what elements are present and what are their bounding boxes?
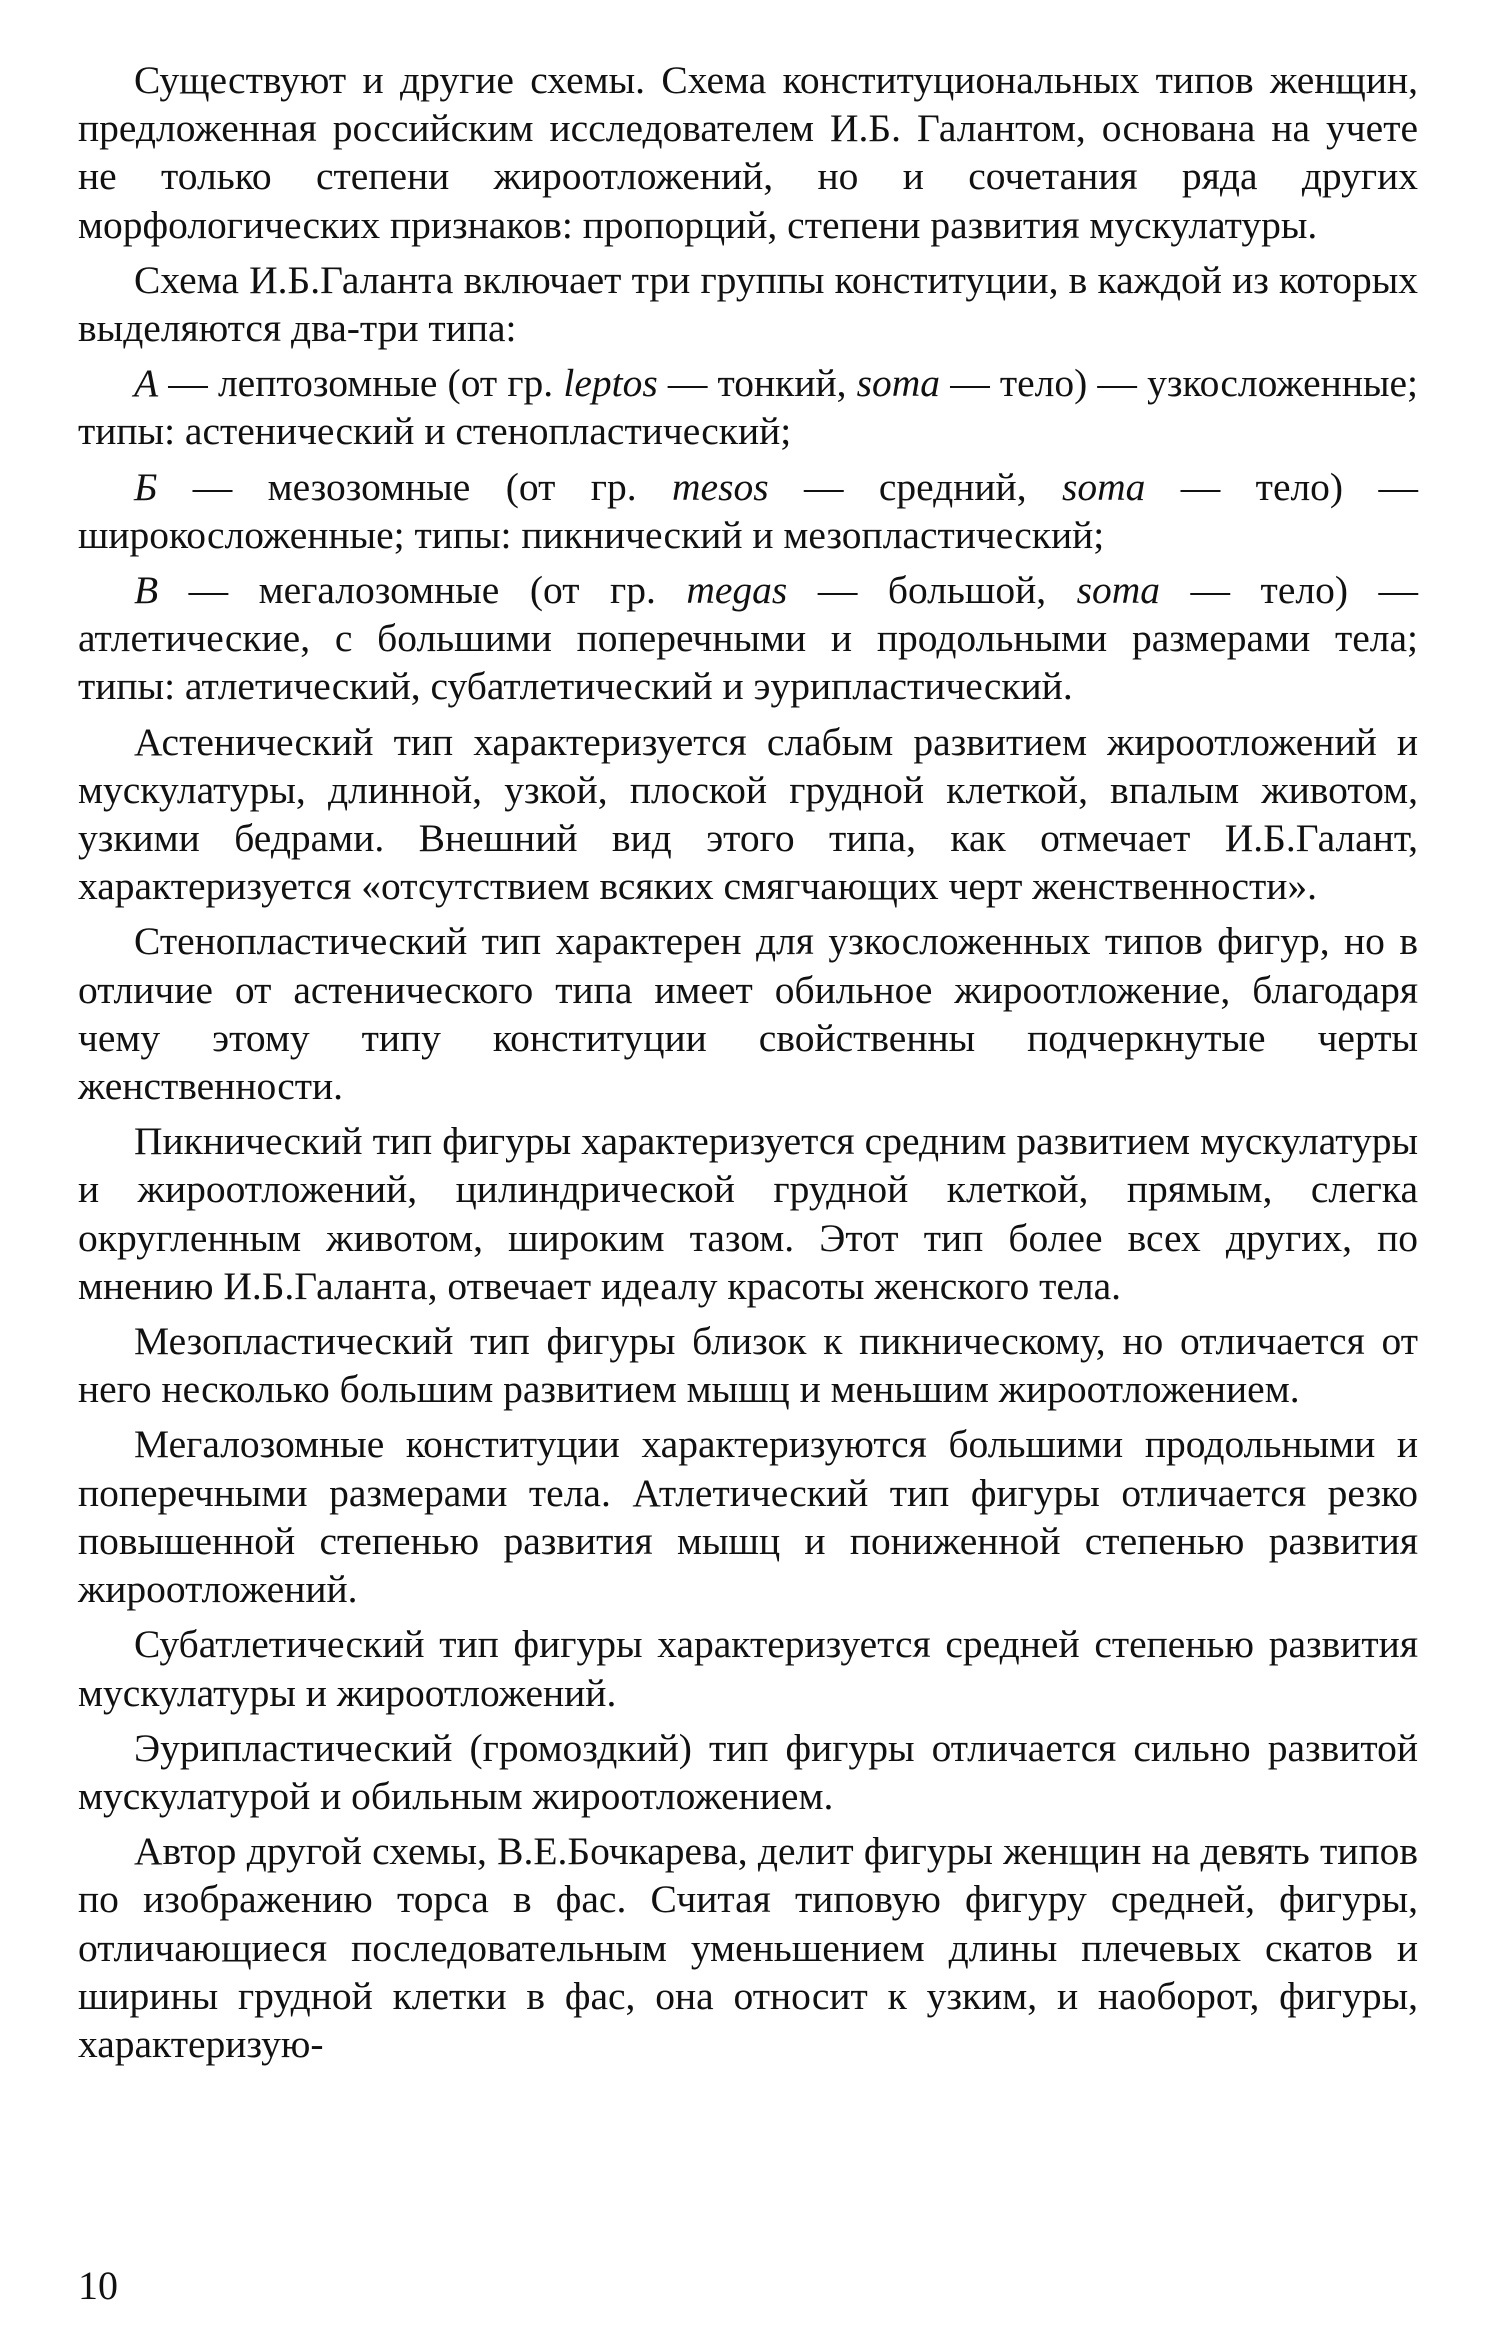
group-b-post: — тело) — широкосложенные; типы: пикнический и мезопластический;	[78, 464, 1418, 557]
paragraph-bochkareva: Автор другой схемы, В.Е.Бочкарева, делит фигуры женщин на девять типов по изображению торса в фас. Считая типовую фигуру средней, фигуры, отличающиеся последовательным уменьшением длины плечевых скатов и ширины грудной клетки в фас, она относит к узким, и наоборот, фигуры, характеризую-	[78, 1829, 1418, 2066]
paragraph-mesoplastic: Мезопластический тип фигуры близок к пикническому, но отличается от него несколько большим развитием мышц и меньшим жироотложением.	[78, 1319, 1418, 1412]
paragraph-asthenic: Астенический тип характеризуется слабым развитием жироотложений и мускулатуры, длинной, узкой, плоской грудной клеткой, впалым животом, узкими бедрами. Внешний вид этого типа, как отмечает И.Б.Галант, характеризуется «отсутствием всяких смягчающих черт женственности».	[78, 719, 1418, 909]
group-a-post: — тело) — узкосложенные; типы: астенический и стенопластический;	[78, 361, 1418, 454]
paragraph-pyknic: Пикнический тип фигуры характеризуется средним развитием мускулатуры и жироотложений, цилиндрической грудной клеткой, прямым, слегка округленным животом, широким тазом. Этот тип более всех других, по мнению И.Б.Галанта, отвечает идеалу красоты женского тела.	[78, 1119, 1418, 1308]
term-soma-v: soma	[1076, 568, 1161, 613]
paragraph-group-v	[78, 566, 1418, 711]
paragraph-galant-groups: Схема И.Б.Галанта включает три группы конституции, в каждой из которых выделяются два-три типа:	[78, 257, 1418, 351]
paragraph-stenoplastic: Стенопластический тип характерен для узкосложенных типов фигур, но в отличие от астенического типа имеет обильное жироотложение, благодаря чему этому типу конституции свойственны подчеркнутые черты женственности.	[78, 919, 1418, 1109]
group-letter-b: Б	[134, 464, 158, 509]
group-b-mid: — средний,	[768, 464, 1062, 509]
group-letter-v: В	[134, 568, 159, 613]
page-body	[78, 56, 1418, 2075]
page-number: 10	[78, 2263, 118, 2308]
term-megas: megas	[686, 568, 788, 613]
term-mesos: mesos	[672, 464, 769, 509]
paragraph-euryplastic: Эурипластический (громоздкий) тип фигуры отличается сильно развитой мускулатурой и обильным жироотложением.	[78, 1725, 1418, 1818]
paragraph-subathletic: Субатлетический тип фигуры характеризуется средней степенью развития мускулатуры и жироотложений.	[78, 1622, 1418, 1715]
group-b-pre: — мезозомные (от гр.	[157, 464, 673, 509]
term-soma-b: soma	[1061, 464, 1146, 509]
group-a-pre: — лептозомные (от гр.	[158, 361, 564, 406]
group-letter-a: А	[134, 361, 159, 406]
term-leptos: leptos	[563, 361, 658, 406]
paragraph-group-a	[78, 359, 1418, 455]
group-v-pre: — мегалозомные (от гр.	[158, 568, 687, 613]
group-a-mid: — тонкий,	[657, 361, 857, 406]
term-soma-a: soma	[856, 361, 941, 406]
group-v-post: — тело) — атлетические, с большими поперечными и продольными размерами тела; типы: атлетический, субатлетический и эурипластический.	[78, 568, 1418, 709]
paragraph-group-b	[78, 463, 1418, 559]
paragraph-megalosomic: Мегалозомные конституции характеризуются большими продольными и поперечными размерами тела. Атлетический тип фигуры отличается резко повышенной степенью развития мышц и пониженной степенью развития жироотложений.	[78, 1422, 1418, 1612]
group-v-mid: — большой,	[787, 568, 1077, 613]
paragraph-other-schemes: Существуют и другие схемы. Схема конституциональных типов женщин, предложенная российским исследователем И.Б. Галантом, основана на учете не только степени жироотложений, но и сочетания ряда других морфологических признаков: пропорций, степени развития мускулатуры.	[78, 58, 1418, 247]
